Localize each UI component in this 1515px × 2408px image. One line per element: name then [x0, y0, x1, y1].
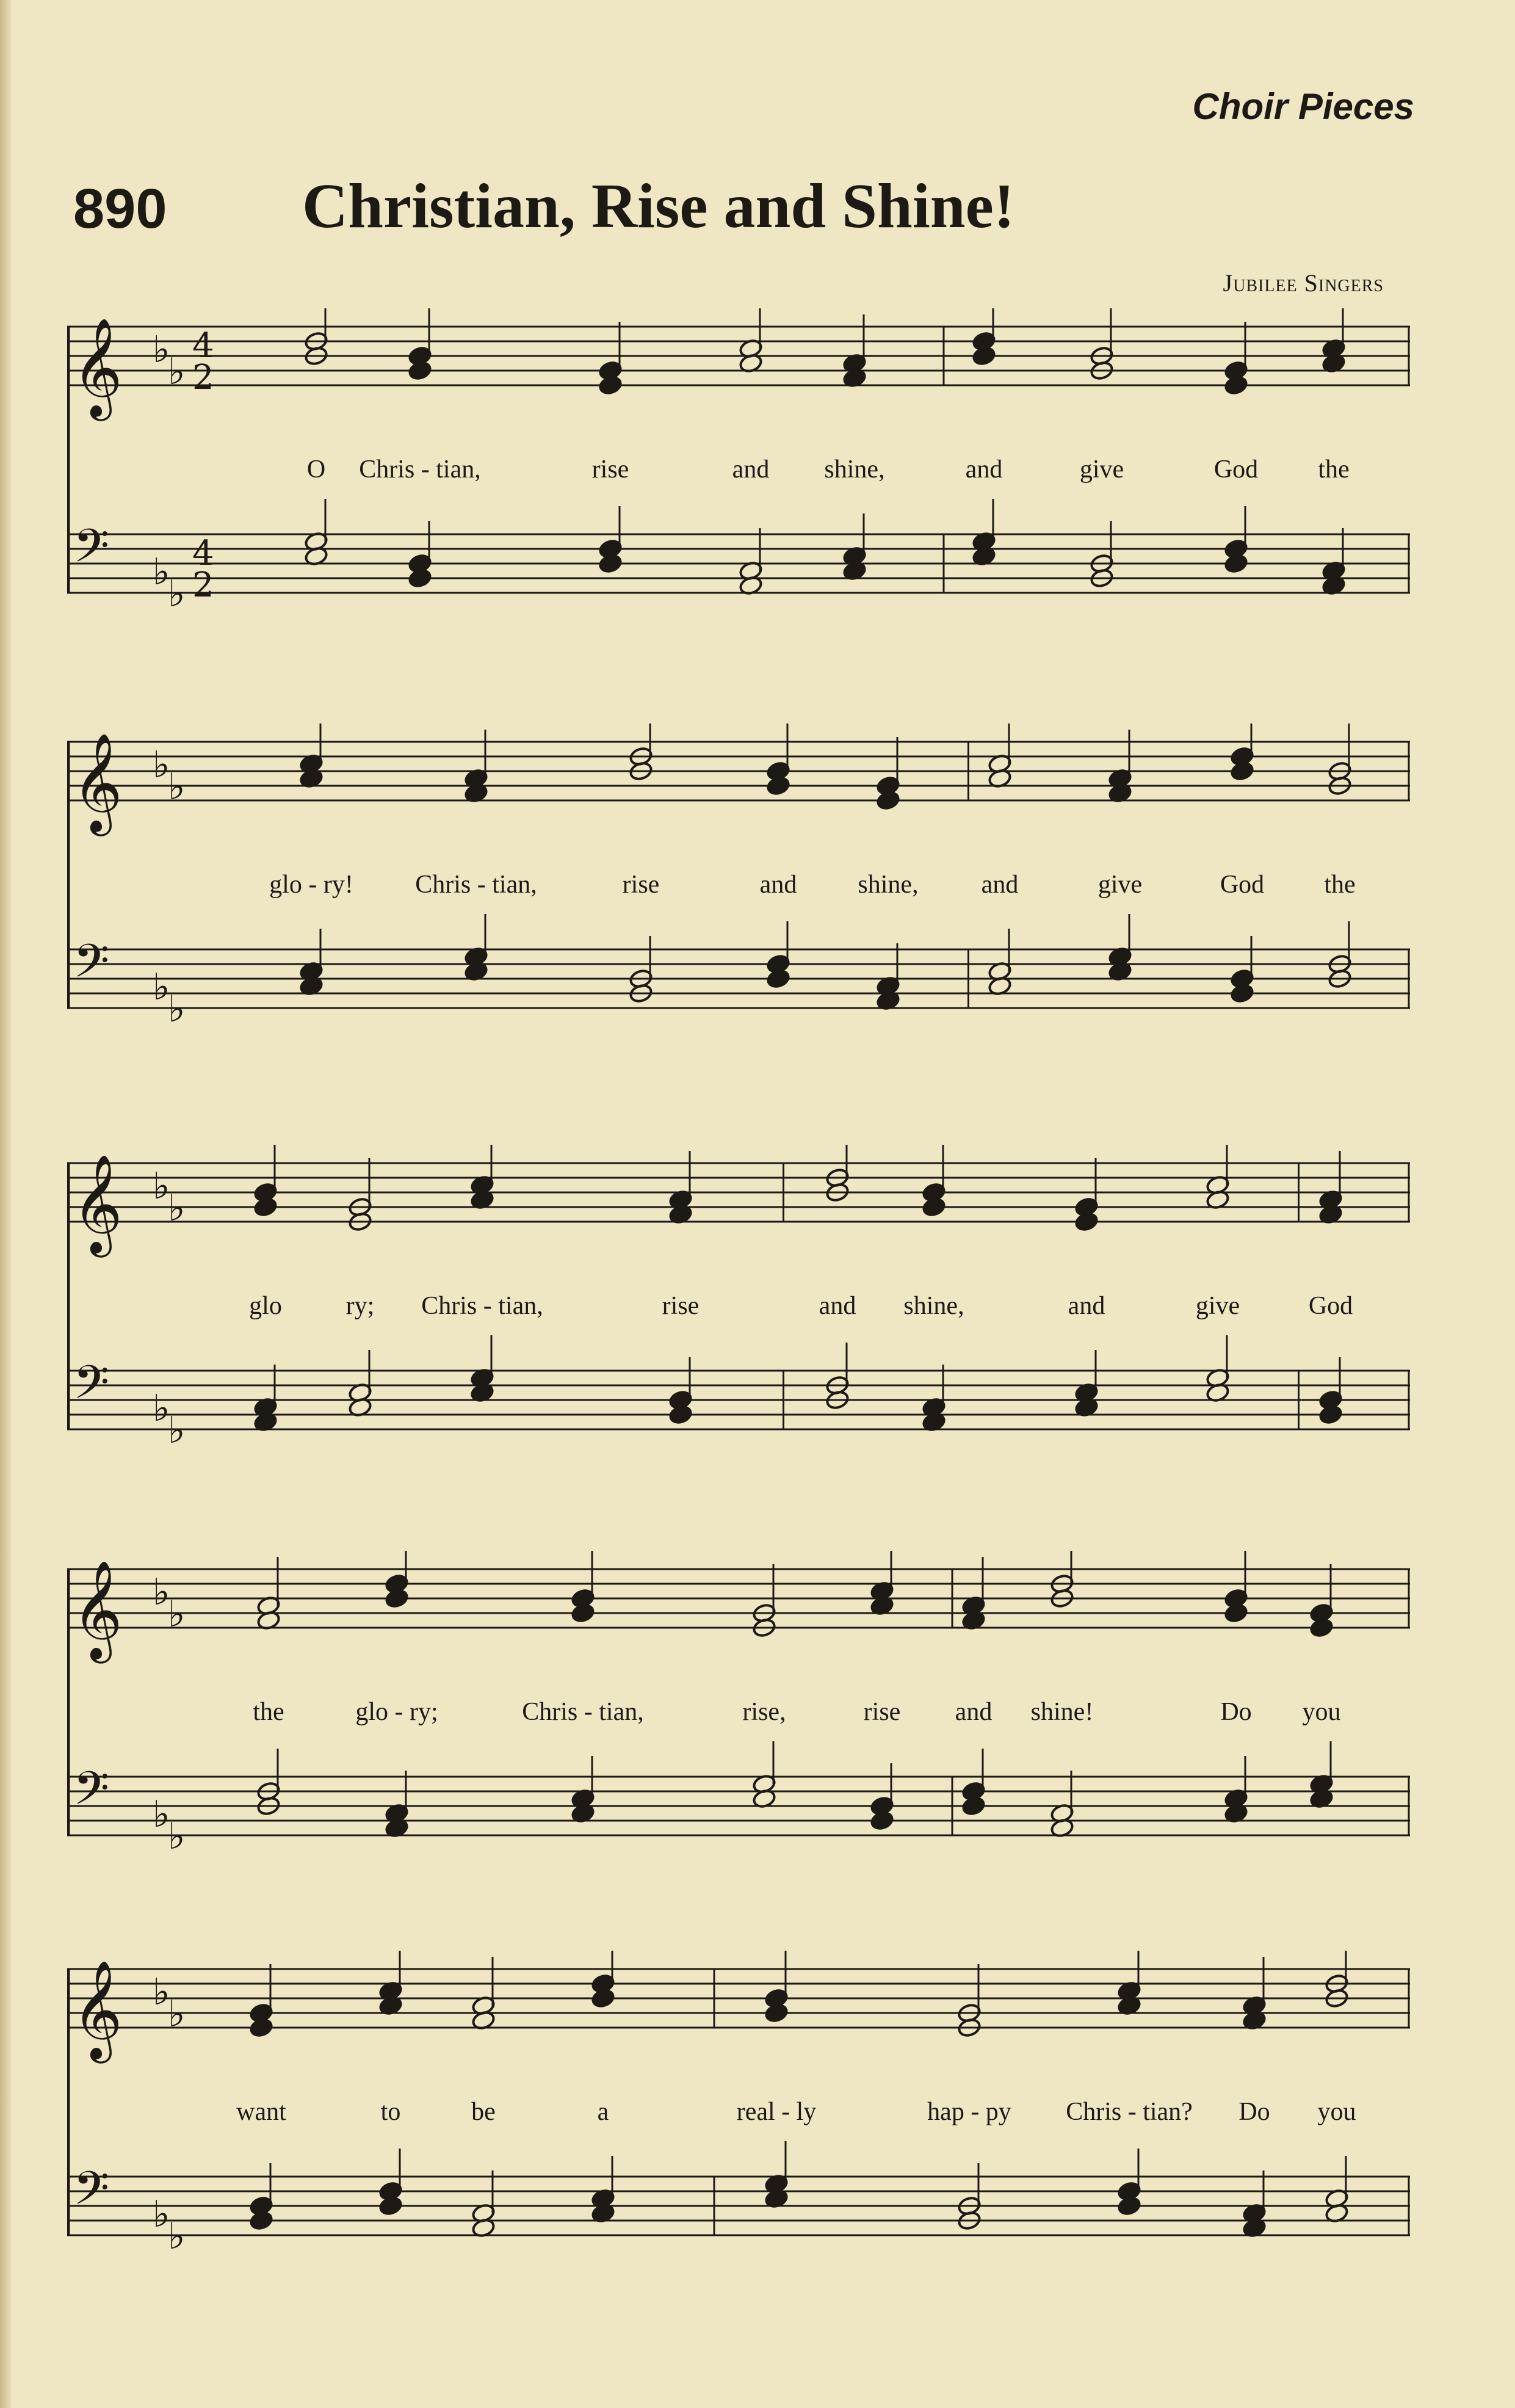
lyric-syllable: glo [249, 1292, 282, 1320]
treble-clef-icon: 𝄞 [72, 733, 123, 832]
lyric-syllable: Chris - tian, [522, 1698, 644, 1726]
note-head [1224, 375, 1248, 396]
section-header: Choir Pieces [1192, 86, 1414, 127]
lyric-syllable: Chris - tian, [415, 871, 537, 899]
flat-icon: ♭ [153, 1971, 170, 2014]
lyric-syllable: and [955, 1698, 993, 1726]
note-head [1117, 2196, 1141, 2216]
note-head [408, 568, 432, 589]
music-system [67, 1145, 1410, 1487]
lyric-syllable: God [1220, 871, 1265, 899]
lyric-syllable: and [732, 455, 770, 484]
note-head [408, 360, 432, 381]
music-system [67, 1551, 1410, 1893]
lyric-syllable: Chris - tian, [421, 1292, 543, 1320]
lyric-syllable: God [1308, 1292, 1353, 1320]
flat-icon: ♭ [153, 966, 170, 1009]
flat-icon: ♭ [168, 1815, 186, 1858]
treble-clef-icon: 𝄞 [72, 317, 123, 417]
flat-icon: ♭ [168, 1993, 186, 2036]
lyric-syllable: you [1317, 2098, 1356, 2126]
lyric-syllable: rise [863, 1698, 901, 1726]
note-head [1318, 1404, 1343, 1425]
flat-icon: ♭ [168, 1593, 186, 1636]
lyric-syllable: rise [622, 871, 660, 899]
note-head [766, 775, 790, 796]
treble-clef-icon: 𝄞 [72, 1960, 123, 2059]
note-head [253, 1197, 278, 1217]
time-signature-bottom: 2 [192, 358, 214, 397]
note-head [922, 1197, 946, 1217]
lyric-syllable: and [1068, 1292, 1105, 1320]
flat-icon: ♭ [153, 328, 170, 371]
note-head [1230, 983, 1254, 1004]
flat-icon: ♭ [168, 1187, 186, 1230]
lyric-syllable: give [1097, 871, 1143, 899]
lyric-syllable: real - ly [736, 2098, 817, 2126]
lyric-syllable: shine, [858, 871, 919, 899]
hymn-number: 890 [73, 178, 167, 240]
note-head [764, 2003, 789, 2023]
lyric-syllable: rise, [742, 1698, 786, 1726]
note-head [591, 1988, 615, 2009]
lyric-syllable: and [759, 871, 797, 899]
note-head [249, 2210, 273, 2231]
note-head [598, 375, 623, 396]
bass-clef-icon: 𝄢 [73, 1761, 110, 1827]
lyric-syllable: Do [1238, 2098, 1270, 2126]
lyric-syllable: shine, [903, 1292, 964, 1320]
lyric-syllable: O [306, 455, 326, 484]
lyric-syllable: a [597, 2098, 609, 2126]
note-head [766, 968, 790, 989]
lyric-syllable: the [253, 1698, 284, 1726]
flat-icon: ♭ [168, 988, 186, 1031]
lyric-syllable: and [965, 455, 1003, 484]
note-head [972, 346, 996, 366]
note-head [876, 790, 900, 811]
attribution: Jubilee Singers [1223, 269, 1384, 297]
flat-icon: ♭ [153, 744, 170, 786]
note-head [378, 2196, 403, 2216]
lyric-syllable: Do [1220, 1698, 1252, 1726]
bass-clef-icon: 𝄢 [73, 519, 110, 584]
lyric-syllable: shine! [1030, 1698, 1094, 1726]
flat-icon: ♭ [168, 766, 186, 808]
note-head [870, 1810, 894, 1831]
page-edge [0, 0, 11, 2408]
lyric-syllable: you [1302, 1698, 1341, 1726]
note-head [1074, 1211, 1099, 1232]
flat-icon: ♭ [153, 1793, 170, 1836]
time-signature-bottom: 2 [192, 565, 214, 605]
note-head [598, 553, 623, 574]
lyric-syllable: Chris - tian, [359, 455, 481, 484]
music-system [67, 1951, 1410, 2293]
staff-notation [67, 723, 1410, 1065]
music-system [67, 723, 1410, 1065]
lyric-syllable: hap - py [927, 2098, 1011, 2126]
note-head [1309, 1617, 1334, 1638]
lyric-syllable: give [1079, 455, 1124, 484]
lyric-syllable: Chris - tian? [1066, 2098, 1193, 2126]
lyric-syllable: shine, [824, 455, 885, 484]
flat-icon: ♭ [168, 350, 186, 393]
lyric-syllable: glo - ry! [269, 871, 353, 899]
lyric-syllable: glo - ry; [355, 1698, 438, 1726]
lyric-syllable: rise [591, 455, 629, 484]
bass-clef-icon: 𝄢 [73, 2161, 110, 2227]
flat-icon: ♭ [153, 1571, 170, 1614]
treble-clef-icon: 𝄞 [72, 1154, 123, 1253]
note-head [249, 2017, 273, 2038]
note-head [1224, 1603, 1248, 1623]
treble-clef-icon: 𝄞 [72, 1560, 123, 1659]
lyric-syllable: and [981, 871, 1019, 899]
lyric-syllable: and [819, 1292, 856, 1320]
note-head [1230, 761, 1254, 782]
hymn-title: Christian, Rise and Shine! [302, 171, 1015, 241]
flat-icon: ♭ [168, 1409, 186, 1452]
note-head [1224, 553, 1248, 574]
lyric-syllable: God [1213, 455, 1259, 484]
time-signature-top: 4 [192, 326, 214, 366]
flat-icon: ♭ [168, 2215, 186, 2258]
flat-icon: ♭ [153, 1165, 170, 1208]
lyric-syllable: rise [662, 1292, 700, 1320]
note-head [961, 1796, 986, 1816]
lyric-syllable: the [1324, 871, 1356, 899]
lyric-syllable: want [236, 2098, 286, 2126]
flat-icon: ♭ [168, 573, 186, 615]
note-head [385, 1588, 409, 1609]
lyric-syllable: the [1318, 455, 1350, 484]
music-system [67, 308, 1410, 650]
lyric-syllable: give [1195, 1292, 1240, 1320]
bass-clef-icon: 𝄢 [73, 1355, 110, 1421]
flat-icon: ♭ [153, 2193, 170, 2236]
note-head [571, 1603, 595, 1623]
time-signature-top: 4 [192, 534, 214, 573]
lyric-syllable: to [380, 2098, 401, 2126]
lyric-syllable: ry; [345, 1292, 375, 1320]
bass-clef-icon: 𝄢 [73, 934, 110, 999]
flat-icon: ♭ [153, 551, 170, 593]
flat-icon: ♭ [153, 1387, 170, 1430]
note-head [668, 1404, 693, 1425]
lyric-syllable: be [471, 2098, 496, 2126]
